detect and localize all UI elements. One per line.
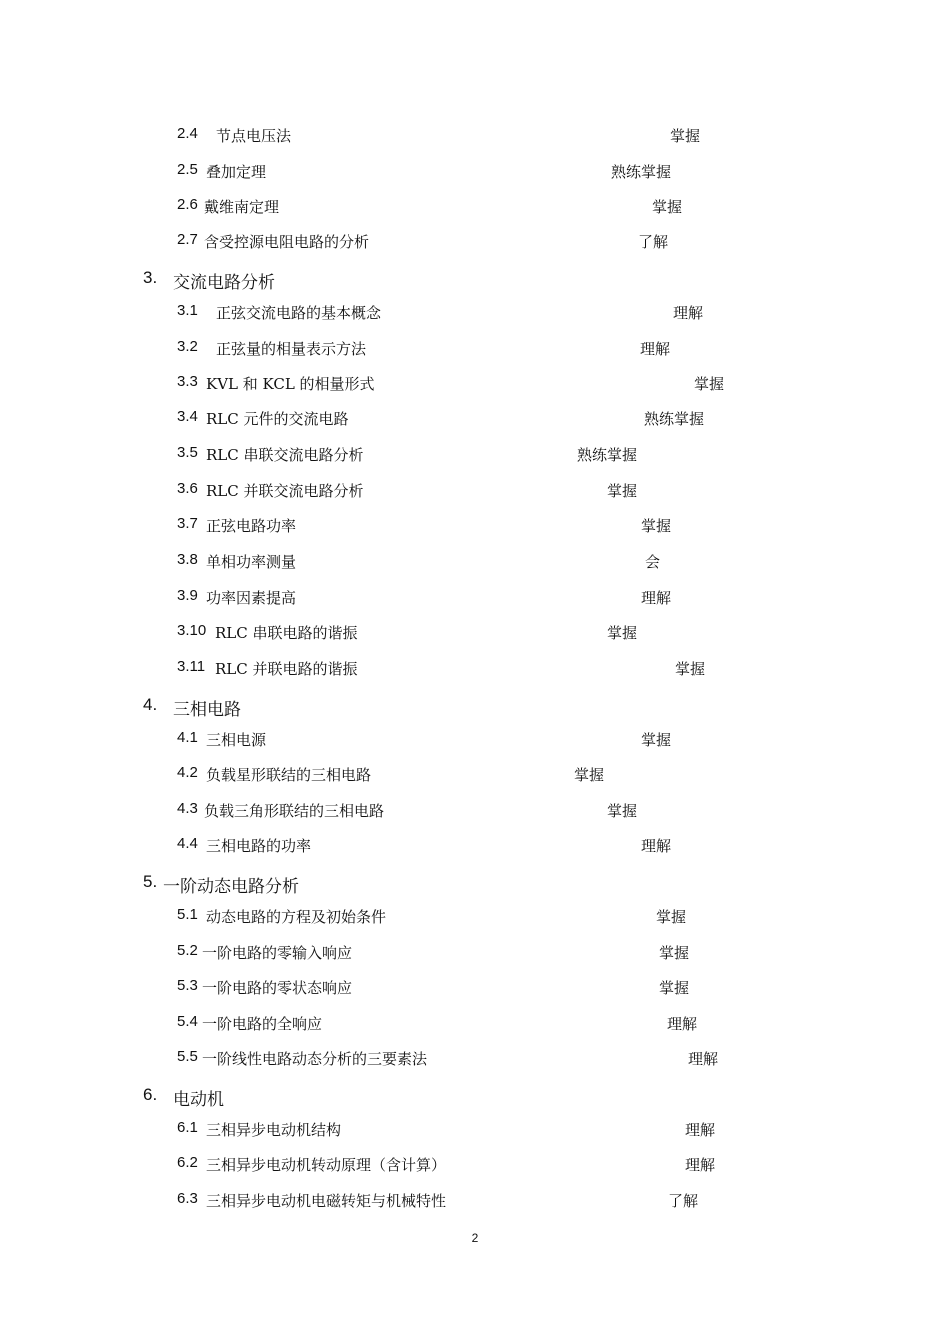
section-title: 交流电路分析 [173, 273, 275, 293]
item-title: RLC 元件的交流电路 [206, 410, 349, 428]
item-title: 三相异步电动机结构 [206, 1121, 342, 1139]
item-number: 3.6 [177, 480, 198, 497]
section-heading [0, 268, 950, 298]
item-number: 3.8 [177, 551, 198, 568]
item-requirement-level: 掌握 [607, 482, 638, 500]
item-title: RLC 串联交流电路分析 [206, 446, 364, 464]
item-title: 单相功率测量 [206, 553, 297, 571]
item-title: 节点电压法 [216, 127, 292, 145]
syllabus-item [0, 1154, 950, 1184]
item-number: 3.10 [177, 622, 207, 639]
item-requirement-level: 掌握 [607, 802, 638, 820]
item-title: 功率因素提高 [206, 589, 297, 607]
item-number: 3.11 [177, 658, 206, 675]
item-requirement-level: 熟练掌握 [577, 446, 638, 464]
item-title: KVL 和 KCL 的相量形式 [206, 375, 375, 393]
item-number: 2.7 [177, 231, 198, 248]
item-title: 正弦量的相量表示方法 [216, 340, 367, 358]
item-number: 3.3 [177, 373, 198, 390]
item-requirement-level: 掌握 [670, 127, 701, 145]
item-requirement-level: 掌握 [652, 198, 683, 216]
item-requirement-level: 理解 [641, 837, 672, 855]
page-number: 2 [471, 1231, 479, 1245]
item-title: 正弦电路功率 [206, 517, 297, 535]
item-number: 3.7 [177, 515, 198, 532]
item-number: 4.2 [177, 764, 198, 781]
section-title: 一阶动态电路分析 [163, 877, 299, 897]
item-requirement-level: 熟练掌握 [644, 410, 705, 428]
syllabus-item [0, 1119, 950, 1149]
item-title: 三相电源 [206, 731, 267, 749]
item-requirement-level: 理解 [640, 340, 671, 358]
syllabus-item [0, 125, 950, 155]
syllabus-item [0, 302, 950, 332]
item-title: 动态电路的方程及初始条件 [206, 908, 387, 926]
item-number: 6.3 [177, 1190, 198, 1207]
syllabus-item [0, 729, 950, 759]
item-title: 叠加定理 [206, 163, 267, 181]
section-heading [0, 695, 950, 725]
item-requirement-level: 掌握 [694, 375, 725, 393]
item-title: 三相异步电动机转动原理（含计算） [206, 1156, 447, 1174]
item-title: RLC 并联交流电路分析 [206, 482, 364, 500]
item-requirement-level: 掌握 [641, 517, 672, 535]
item-requirement-level: 掌握 [607, 624, 638, 642]
item-number: 2.4 [177, 125, 198, 142]
section-number: 4. [143, 695, 158, 714]
syllabus-item [0, 835, 950, 865]
item-number: 5.3 [177, 977, 198, 994]
item-number: 2.6 [177, 196, 198, 213]
item-title: 三相电路的功率 [206, 837, 312, 855]
syllabus-item [0, 587, 950, 617]
syllabus-item [0, 1013, 950, 1043]
item-number: 3.9 [177, 587, 198, 604]
item-number: 4.1 [177, 729, 198, 746]
syllabus-item [0, 480, 950, 510]
item-title: 一阶线性电路动态分析的三要素法 [202, 1050, 428, 1068]
section-heading [0, 872, 950, 902]
syllabus-item [0, 373, 950, 403]
item-number: 3.4 [177, 408, 198, 425]
item-requirement-level: 掌握 [656, 908, 687, 926]
item-number: 6.1 [177, 1119, 198, 1136]
item-number: 4.3 [177, 800, 198, 817]
item-title: 一阶电路的全响应 [202, 1015, 323, 1033]
syllabus-item [0, 764, 950, 794]
syllabus-item [0, 1190, 950, 1220]
item-number: 5.1 [177, 906, 198, 923]
syllabus-item [0, 1048, 950, 1078]
item-title: 负载三角形联结的三相电路 [204, 802, 385, 820]
item-requirement-level: 理解 [673, 304, 704, 322]
syllabus-item [0, 658, 950, 688]
item-requirement-level: 理解 [667, 1015, 698, 1033]
section-heading [0, 1085, 950, 1115]
item-title: RLC 并联电路的谐振 [215, 660, 358, 678]
section-number: 5. [143, 872, 158, 891]
item-title: RLC 串联电路的谐振 [215, 624, 358, 642]
section-number: 6. [143, 1085, 158, 1104]
syllabus-item [0, 444, 950, 474]
item-requirement-level: 了解 [638, 233, 669, 251]
item-title: 负载星形联结的三相电路 [206, 766, 372, 784]
syllabus-item [0, 800, 950, 830]
syllabus-item [0, 338, 950, 368]
syllabus-item [0, 906, 950, 936]
syllabus-item [0, 515, 950, 545]
item-title: 一阶电路的零输入响应 [202, 944, 353, 962]
syllabus-item [0, 942, 950, 972]
syllabus-item [0, 231, 950, 261]
item-number: 3.2 [177, 338, 198, 355]
item-requirement-level: 理解 [685, 1121, 716, 1139]
item-requirement-level: 会 [645, 553, 661, 571]
syllabus-item [0, 196, 950, 226]
item-number: 4.4 [177, 835, 198, 852]
item-requirement-level: 了解 [668, 1192, 699, 1210]
item-requirement-level: 掌握 [675, 660, 706, 678]
item-requirement-level: 熟练掌握 [611, 163, 672, 181]
item-title: 三相异步电动机电磁转矩与机械特性 [206, 1192, 447, 1210]
item-title: 含受控源电阻电路的分析 [204, 233, 370, 251]
item-number: 5.4 [177, 1013, 198, 1030]
item-requirement-level: 掌握 [659, 979, 690, 997]
section-title: 电动机 [173, 1090, 224, 1110]
item-number: 3.5 [177, 444, 198, 461]
item-number: 5.5 [177, 1048, 198, 1065]
item-requirement-level: 掌握 [574, 766, 605, 784]
syllabus-item [0, 161, 950, 191]
item-title: 戴维南定理 [204, 198, 280, 216]
item-requirement-level: 理解 [685, 1156, 716, 1174]
item-requirement-level: 掌握 [659, 944, 690, 962]
item-number: 2.5 [177, 161, 198, 178]
item-title: 一阶电路的零状态响应 [202, 979, 353, 997]
item-title: 正弦交流电路的基本概念 [216, 304, 382, 322]
item-requirement-level: 理解 [641, 589, 672, 607]
item-requirement-level: 理解 [688, 1050, 719, 1068]
syllabus-item [0, 551, 950, 581]
syllabus-item [0, 408, 950, 438]
item-number: 6.2 [177, 1154, 198, 1171]
section-title: 三相电路 [173, 700, 241, 720]
item-number: 3.1 [177, 302, 198, 319]
syllabus-item [0, 977, 950, 1007]
item-requirement-level: 掌握 [641, 731, 672, 749]
item-number: 5.2 [177, 942, 198, 959]
syllabus-item [0, 622, 950, 652]
section-number: 3. [143, 268, 158, 287]
